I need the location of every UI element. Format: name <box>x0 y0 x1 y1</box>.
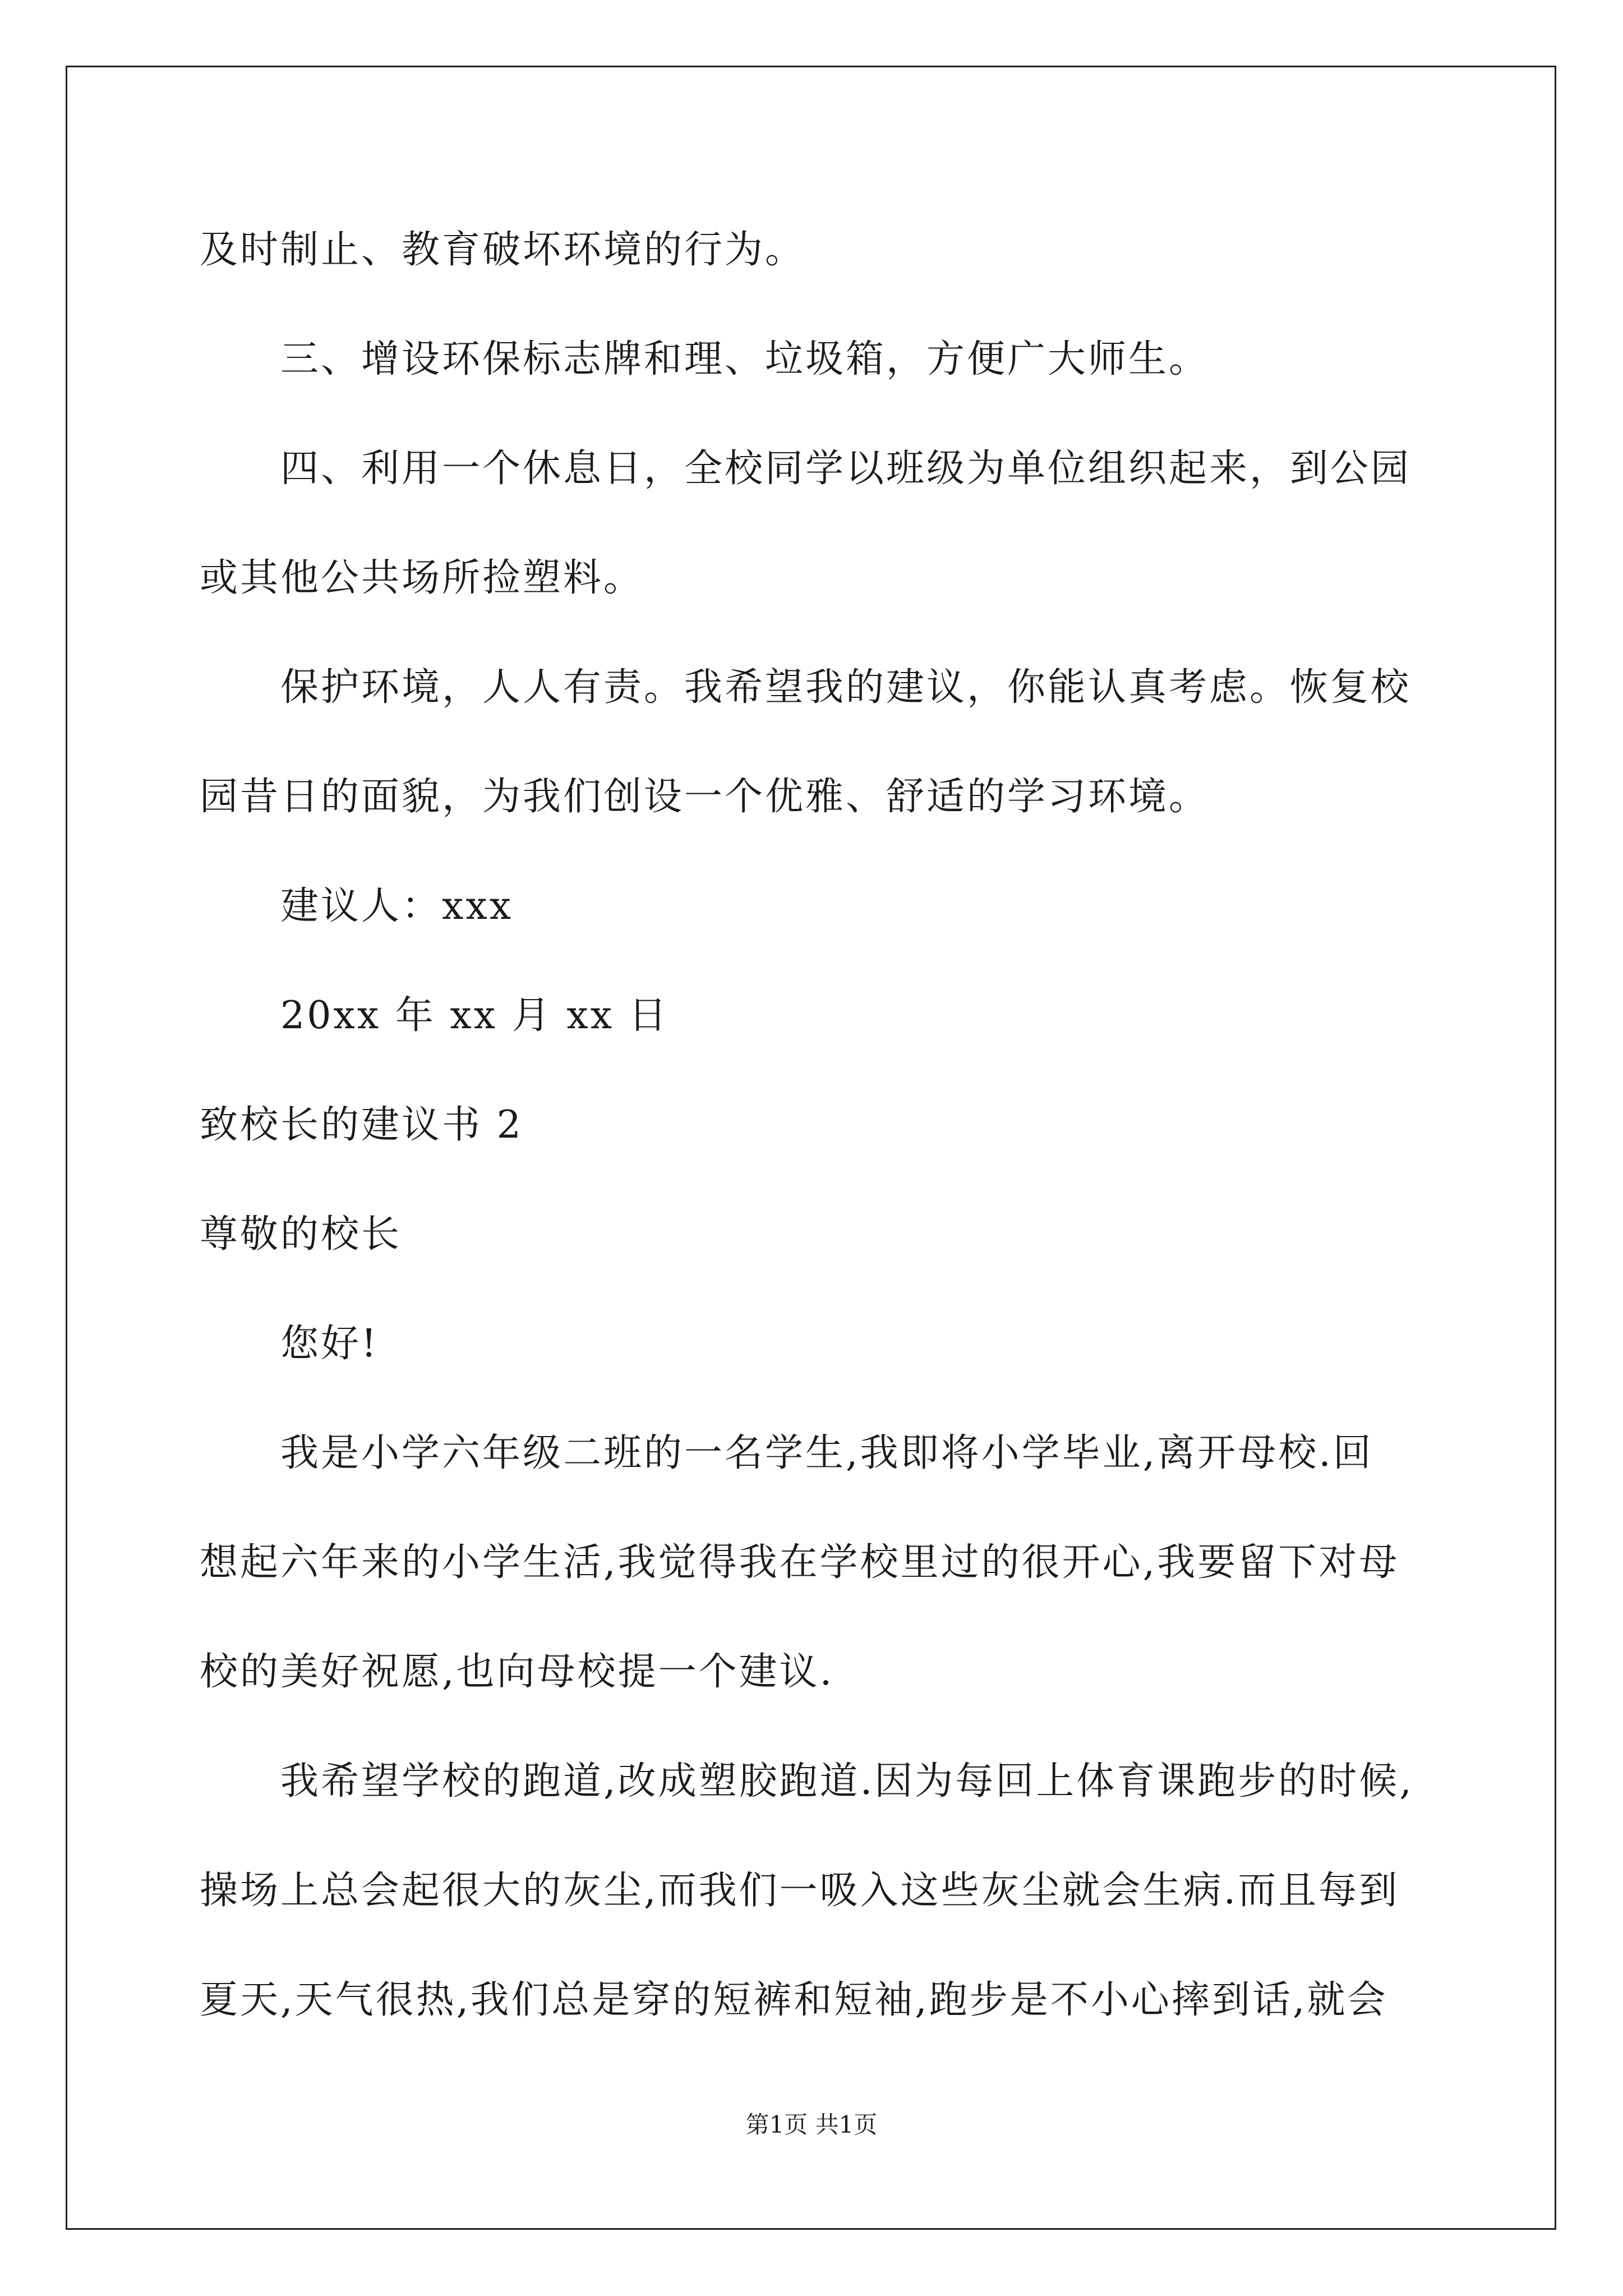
text-line: 夏天,天气很热,我们总是穿的短裤和短袖,跑步是不小心摔到话,就会 <box>200 1978 1388 2022</box>
paragraph-start: 保护环境，人人有责。我希望我的建议，你能认真考虑。恢复校 <box>280 665 1412 710</box>
signature-line: 建议人：xxx <box>280 884 514 928</box>
text-line: 想起六年来的小学生活,我觉得我在学校里过的很开心,我要留下对母 <box>200 1540 1400 1585</box>
text-line: 园昔日的面貌，为我们创设一个优雅、舒适的学习环境。 <box>200 775 1210 819</box>
section-title: 致校长的建议书 2 <box>200 1103 523 1147</box>
list-item-four: 四、利用一个休息日，全校同学以班级为单位组织起来，到公园 <box>280 447 1412 491</box>
page-footer: 第1页 共1页 <box>745 2111 878 2138</box>
text-line: 操场上总会起很大的灰尘,而我们一吸入这些灰尘就会生病.而且每到 <box>200 1869 1400 1913</box>
date-line: 20xx 年 xx 月 xx 日 <box>280 993 669 1038</box>
paragraph-start: 我是小学六年级二班的一名学生,我即将小学毕业,离开母校.回 <box>280 1431 1373 1475</box>
paragraph-start: 我希望学校的跑道,改成塑胶跑道.因为每回上体育课跑步的时候, <box>280 1759 1414 1803</box>
list-item-three: 三、增设环保标志牌和理、垃圾箱，方便广大师生。 <box>280 337 1210 381</box>
text-line: 及时制止、教育破坏环境的行为。 <box>200 228 806 272</box>
salutation: 尊敬的校长 <box>200 1212 402 1257</box>
text-line: 或其他公共场所捡塑料。 <box>200 556 644 600</box>
text-line: 校的美好祝愿,也向母校提一个建议. <box>200 1650 834 1694</box>
greeting: 您好! <box>280 1322 379 1366</box>
